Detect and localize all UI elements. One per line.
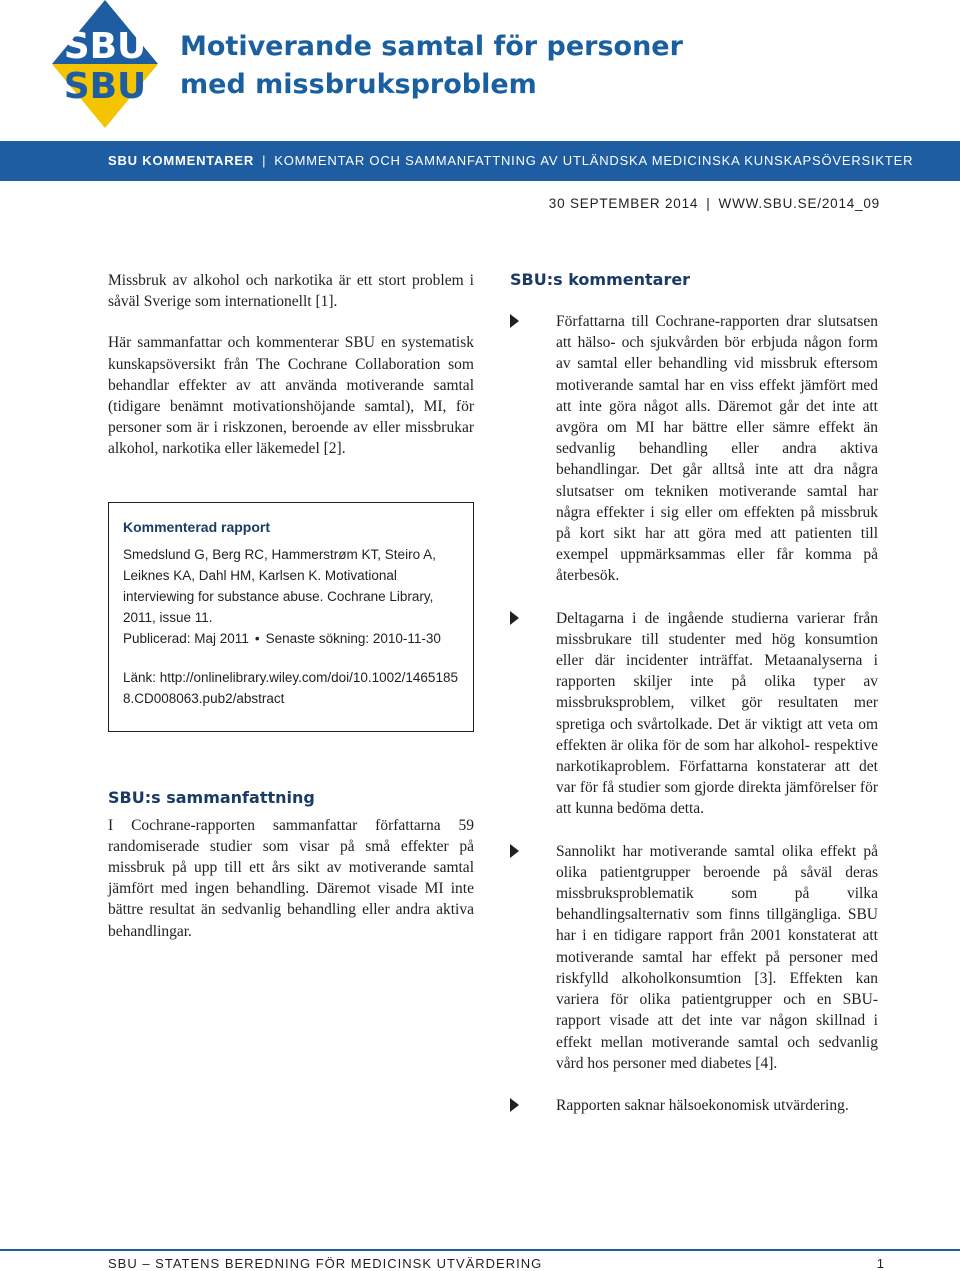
- comment-text: Författarna till Cochrane-rapporten drar slutsatsen att hälso- och sjukvården bör erbjuda någon form av samtal eller behandling vid missbruk eftersom motiverande samtal har en viss effekt jämfört med att inte göra något alls. Däremot går det inte att avgöra om MI har bättre eller sämre effekt än sedvanlig behandling eller andra aktiva behandlingar. Det går alltså inte att dra några slutsatser om tekniken motiverande samtal har några effekter i sig eller om effekten på missbruk på kort sikt har att göra med att patienten till exempel uppmärksammas eller får komma på återbesök.: [556, 313, 878, 585]
- comments-heading: SBU:s kommentarer: [510, 270, 691, 289]
- bullet-arrow-icon: [510, 1098, 519, 1112]
- dateline: [549, 196, 880, 211]
- bullet-arrow-icon: [510, 611, 519, 625]
- comment-text: Rapporten saknar hälsoekonomisk utvärdering.: [556, 1096, 849, 1114]
- publication-date: 30 SEPTEMBER 2014: [548, 196, 699, 211]
- report-searched: Senaste sökning: 2010-11-30: [265, 630, 441, 646]
- summary-text: I Cochrane-rapporten sammanfattar författarna 59 randomiserade studier som visar på små effekter på missbruk på upp till ett års sikt av motiverande samtal jämfört med ingen behandling. Däremot visade MI inte bättre resultat än sedvanlig behandling eller andra aktiva behandlingar.: [108, 816, 474, 940]
- report-link[interactable]: Länk: http://onlinelibrary.wiley.com/doi/10.1002/14651858.CD008063.pub2/abstract: [123, 669, 458, 706]
- intro-paragraph-1: Missbruk av alkohol och narkotika är ett stort problem i såväl Sverige som internationellt [1].: [108, 272, 474, 311]
- logo-text-top: SBU: [63, 26, 147, 67]
- intro-paragraph-2: Här sammanfattar och kommenterar SBU en systematisk kunskapsöversikt från The Cochrane Collaboration som behandlar effekter av att använda motiverande samtal (tidigare benämnt motivationshöjande samtal), MI, för personer som är i riskzonen, beroende av eller missbrukar alkohol, narkotika eller läkemedel [2].: [108, 334, 474, 458]
- comment-item-4: [510, 1095, 878, 1116]
- band-label: KOMMENTAR OCH SAMMANFATTNING AV UTLÄNDSKA MEDICINSKA KUNSKAPSÖVERSIKTER: [274, 153, 914, 168]
- page-number: 1: [876, 1256, 884, 1271]
- page-title: [180, 28, 683, 104]
- bullet-arrow-icon: [510, 314, 519, 328]
- band-separator: |: [262, 153, 267, 168]
- comment-item-3: [510, 841, 878, 1074]
- left-column: [108, 270, 474, 942]
- dateline-separator: |: [706, 196, 711, 211]
- report-dates: [123, 628, 459, 649]
- series-band: [0, 141, 960, 181]
- report-heading: Kommenterad rapport: [123, 518, 271, 535]
- title-line-1: Motiverande samtal för personer: [180, 31, 683, 62]
- bullet-arrow-icon: [510, 844, 519, 858]
- report-reference: Smedslund G, Berg RC, Hammerstrøm KT, Steiro A, Leiknes KA, Dahl HM, Karlsen K. Motivational interviewing for substance abuse. Cochrane Library, 2011, issue 11.: [123, 546, 436, 625]
- report-box: [108, 502, 474, 732]
- title-line-2: med missbruksproblem: [180, 69, 537, 100]
- summary-heading: SBU:s sammanfattning: [108, 787, 315, 807]
- footer-rule: [0, 1249, 960, 1251]
- right-column: [510, 270, 878, 1137]
- comment-text: Deltagarna i de ingående studierna varierar från missbrukare till studenter med hög konsumtion eller där incidenter inträffat. Metaanalyserna i rapporten skiljer inte på olika typer av missbruksproblem, vilket gör resultaten mer spretiga och svårtolkade. Det är viktigt att veta om effekten är olika för de som har alkohol- respektive narkotikaproblem. Författarna konstaterar att det var för få studier som gjorde direkta jämförelser för att kunna bedöma detta.: [556, 609, 878, 818]
- comment-item-1: [510, 311, 878, 587]
- report-bullet: •: [254, 630, 260, 646]
- footer-text: SBU – STATENS BEREDNING FÖR MEDICINSK UTVÄRDERING: [108, 1256, 543, 1271]
- logo-text-bottom: SBU: [63, 66, 147, 107]
- report-published: Publicerad: Maj 2011: [123, 630, 249, 646]
- band-label-bold: SBU KOMMENTARER: [108, 153, 255, 168]
- comments-list: [510, 311, 878, 1116]
- document-url[interactable]: WWW.SBU.SE/2014_09: [718, 196, 880, 211]
- comment-text: Sannolikt har motiverande samtal olika effekt på olika patientgrupper beroende på såväl deras missbruksproblematik som på vilka behandlingsalternativ som finns tillgängliga. SBU har i en tidigare rapport från 2001 konstaterat att motiverande samtal har effekt på personer med riskfylld alkoholkonsumtion [3]. Effekten kan variera för olika patientgrupper och en SBU-rapport visade att det inte var någon skillnad i effekt mellan motiverande samtal och sedvanlig vård hos personer med diabetes [4].: [556, 842, 878, 1072]
- sbu-logo: [52, 0, 158, 128]
- comment-item-2: [510, 608, 878, 820]
- summary-section: [108, 788, 474, 942]
